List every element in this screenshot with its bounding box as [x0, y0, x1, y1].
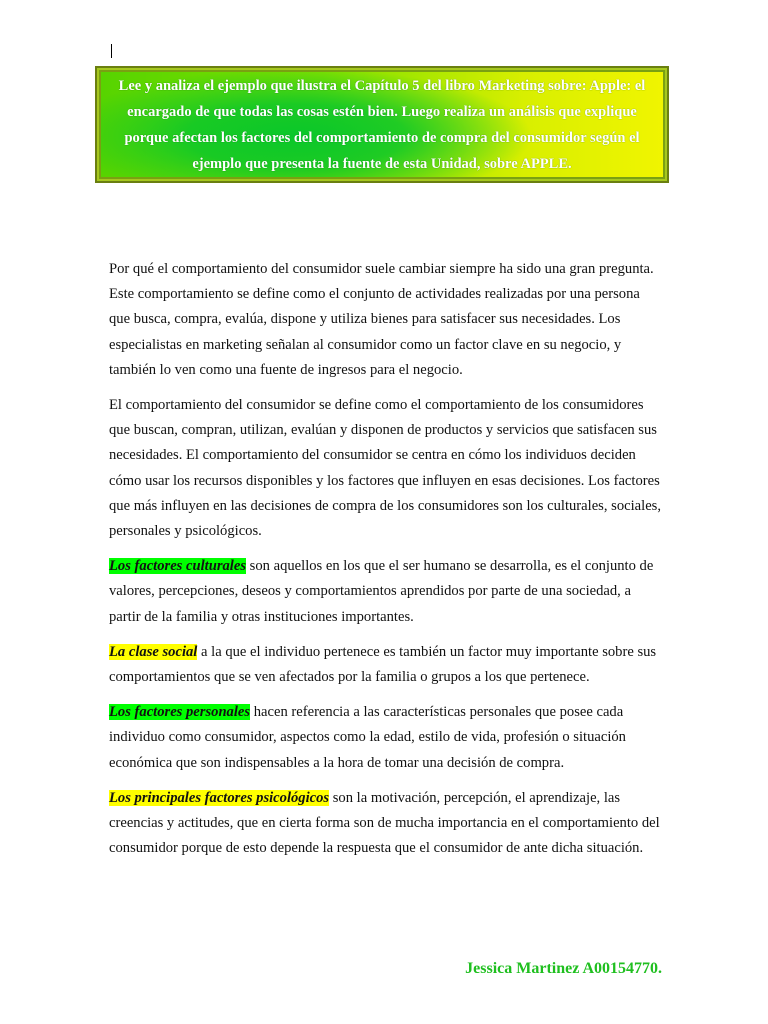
- paragraph-social-text: a la que el individuo pertenece es también un factor muy importante sobre sus comportamientos que se ven afectados por la familia o grupos a los que pertenece.: [109, 643, 657, 686]
- author-signature: Jessica Martinez A00154770.: [465, 960, 662, 977]
- paragraph-psychological-factors: [109, 786, 664, 862]
- instruction-banner: [95, 66, 669, 183]
- paragraph-psychological-text: son la motivación, percepción, el aprendizaje, las creencias y actitudes, que en cierta forma son de mucha importancia en el comportamiento del consumidor porque de esto depende la respuesta que el consumidor de ante dicha situación.: [109, 789, 660, 857]
- term-cultural-factors: Los factores culturales: [109, 558, 247, 575]
- term-psychological-factors: Los principales factores psicológicos: [109, 789, 330, 806]
- paragraph-social-class: [109, 640, 664, 690]
- text-cursor: [111, 44, 112, 58]
- document-body: [109, 257, 664, 871]
- paragraph-cultural-factors: [109, 554, 664, 630]
- term-personal-factors: Los factores personales: [109, 704, 251, 721]
- term-social-class: La clase social: [109, 643, 198, 660]
- paragraph-intro: Por qué el comportamiento del consumidor suele cambiar siempre ha sido una gran pregunta. Este comportamiento se define como el conjunto de actividades realizadas por una persona que busca, compra, evalúa, dispone y utiliza bienes para satisfacer sus necesidades. Los especialistas en marketing señalan al consumidor como un factor clave en su negocio, y también lo ven como una fuente de ingresos para el negocio.: [109, 261, 654, 378]
- paragraph-definition: El comportamiento del consumidor se define como el comportamiento de los consumidores que buscan, compran, utilizan, evalúan y disponen de productos y servicios que satisfacen sus necesidades. El comportamiento del consumidor se centra en cómo los individuos deciden cómo usar los recursos disponibles y los factores que influyen en esas decisiones. Los factores que más influyen en las decisiones de compra de los consumidores son los culturales, sociales, personales y psicológicos.: [109, 397, 661, 540]
- paragraph-personal-text: hacen referencia a las características personales que posee cada individuo como consumidor, aspectos como la edad, estilo de vida, profesión o situación económica que son indispensables a la hora de tomar una decisión de compra.: [109, 704, 626, 771]
- paragraph-personal-factors: [109, 700, 664, 776]
- instruction-text: Lee y analiza el ejemplo que ilustra el Capítulo 5 del libro Marketing sobre: Apple: el encargado de que todas las cosas estén bien. Luego realiza un análisis que explique porque afectan los factores del comportamiento de compra del consumidor según el ejemplo que presenta la fuente de esta Unidad, sobre APPLE.: [118, 77, 646, 172]
- paragraph-cultural-text: son aquellos en los que el ser humano se desarrolla, es el conjunto de valores, percepciones, deseos y comportamientos aprendidos por parte de una sociedad, a partir de la familia y otras instituciones importantes.: [109, 558, 654, 625]
